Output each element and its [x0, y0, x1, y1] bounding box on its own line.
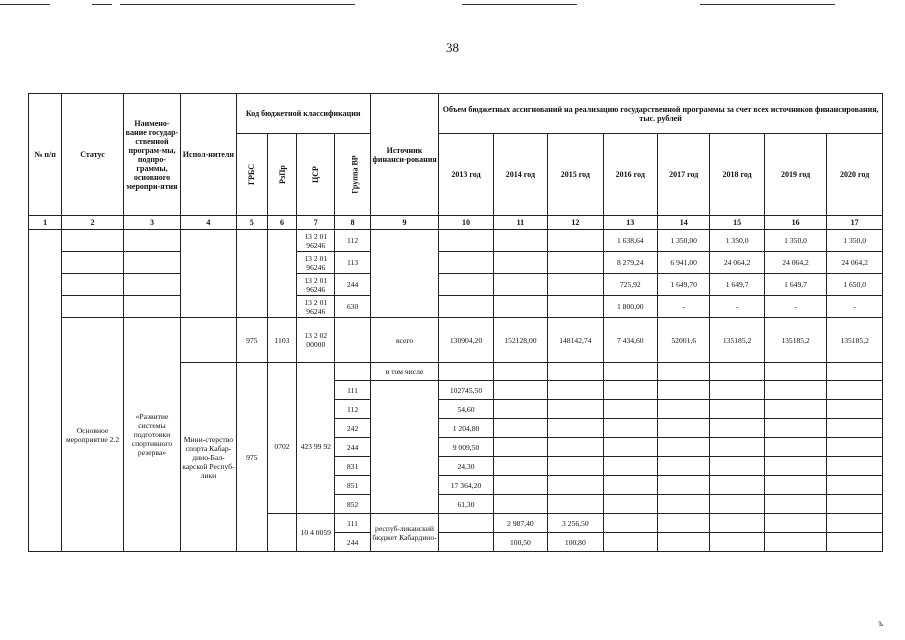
value-cell: 8 279,24 [603, 252, 657, 274]
table-row [29, 274, 883, 296]
rzpr-cell [267, 230, 296, 318]
col-number: 10 [439, 216, 493, 230]
value-cell: 1 638,64 [603, 230, 657, 252]
row-number-cell [29, 230, 62, 552]
col-number: 14 [657, 216, 709, 230]
value-cell [603, 457, 657, 476]
value-cell [710, 476, 764, 495]
value-cell [764, 476, 827, 495]
header-year: 2014 год [493, 134, 547, 216]
rzpr-cell [267, 363, 296, 381]
header-row-1 [29, 94, 883, 134]
vr-cell: 112 [335, 230, 370, 252]
header-year: 2013 год [439, 134, 493, 216]
value-cell [827, 438, 883, 457]
value-cell [710, 419, 764, 438]
vr-cell [335, 363, 370, 381]
value-cell [657, 400, 709, 419]
header-executor: Испол-нители [181, 94, 236, 216]
value-cell [548, 230, 603, 252]
value-cell [603, 400, 657, 419]
rzpr-cell: 0702 [267, 381, 296, 514]
header-year: 2018 год [710, 134, 764, 216]
value-cell: 24 064,2 [827, 252, 883, 274]
csr-cell: 13 2 02 00000 [297, 318, 335, 363]
value-cell [493, 381, 547, 400]
col-number: 1 [29, 216, 62, 230]
col-number: 9 [370, 216, 439, 230]
value-cell: 135185,2 [710, 318, 764, 363]
name-cell [123, 296, 180, 318]
value-cell [603, 381, 657, 400]
value-cell [493, 495, 547, 514]
col-number: 13 [603, 216, 657, 230]
value-cell: - [764, 296, 827, 318]
value-cell [493, 457, 547, 476]
col-number: 3 [123, 216, 180, 230]
value-cell [657, 381, 709, 400]
value-cell [439, 274, 493, 296]
value-cell: 54,60 [439, 400, 493, 419]
header-csr: ЦСР [297, 134, 335, 216]
value-cell [603, 419, 657, 438]
vr-cell: 111 [335, 514, 370, 533]
value-cell: 130904,20 [439, 318, 493, 363]
value-cell: 135185,2 [764, 318, 827, 363]
value-cell: 7 434,60 [603, 318, 657, 363]
corner-mark: ъ [878, 618, 883, 628]
value-cell [764, 438, 827, 457]
value-cell [657, 363, 709, 381]
value-cell [439, 230, 493, 252]
header-year: 2016 год [603, 134, 657, 216]
value-cell [710, 514, 764, 533]
value-cell: 24 064,2 [764, 252, 827, 274]
value-cell: 1 649,7 [710, 274, 764, 296]
scan-line [462, 4, 577, 5]
value-cell: - [657, 296, 709, 318]
name-cell [123, 230, 180, 252]
source-cell: в том числе [370, 363, 439, 381]
header-source: Источник финанси-рования [370, 94, 439, 216]
value-cell [548, 296, 603, 318]
value-cell [710, 381, 764, 400]
source-cell [370, 381, 439, 514]
vr-cell: 851 [335, 476, 370, 495]
value-cell: 1 350,0 [827, 230, 883, 252]
value-cell [827, 533, 883, 552]
value-cell: 9 009,50 [439, 438, 493, 457]
value-cell [710, 363, 764, 381]
vr-cell: 244 [335, 533, 370, 552]
value-cell [710, 400, 764, 419]
col-number: 2 [62, 216, 123, 230]
rzpr-cell: 1103 [267, 318, 296, 363]
value-cell [548, 495, 603, 514]
executor-cell: Мини-стерство спорта Кабар-дино-Бал-карской Респуб-лики [181, 363, 236, 552]
value-cell: 1 800,00 [603, 296, 657, 318]
csr-cell: 423 99 92 [297, 381, 335, 514]
header-grbs: ГРБС [236, 134, 267, 216]
value-cell [710, 438, 764, 457]
value-cell [764, 400, 827, 419]
value-cell: 725,92 [603, 274, 657, 296]
value-cell [603, 533, 657, 552]
value-cell [439, 296, 493, 318]
csr-cell: 13 2 01 96246 [297, 252, 335, 274]
value-cell [764, 457, 827, 476]
value-cell [827, 495, 883, 514]
source-cell [370, 230, 439, 318]
value-cell [439, 252, 493, 274]
value-cell [764, 533, 827, 552]
value-cell [764, 363, 827, 381]
grbs-cell: 975 [236, 363, 267, 552]
executor-cell [181, 230, 236, 318]
status-cell [62, 252, 123, 274]
value-cell [548, 400, 603, 419]
header-year: 2020 год [827, 134, 883, 216]
value-cell [439, 363, 493, 381]
value-cell [548, 274, 603, 296]
status-cell [62, 230, 123, 252]
source-cell: всего [370, 318, 439, 363]
grbs-cell: 975 [236, 318, 267, 363]
value-cell [548, 363, 603, 381]
value-cell [827, 514, 883, 533]
executor-cell [181, 318, 236, 363]
value-cell [493, 400, 547, 419]
value-cell [439, 533, 493, 552]
csr-cell [297, 363, 335, 381]
value-cell [827, 457, 883, 476]
col-number: 4 [181, 216, 236, 230]
scan-line [700, 4, 835, 5]
value-cell [764, 514, 827, 533]
value-cell [657, 457, 709, 476]
value-cell: 102745,50 [439, 381, 493, 400]
header-vr: Группа ВР [335, 134, 370, 216]
budget-table [28, 93, 883, 552]
value-cell [827, 419, 883, 438]
status-cell: Основное мероприятие 2.2 [62, 318, 123, 552]
vr-cell: 630 [335, 296, 370, 318]
header-status: Статус [62, 94, 123, 216]
source-cell: респуб-ликанский бюджет Кабардино- [370, 514, 439, 552]
value-cell [827, 476, 883, 495]
col-number: 16 [764, 216, 827, 230]
value-cell [657, 514, 709, 533]
value-cell [603, 514, 657, 533]
col-number: 15 [710, 216, 764, 230]
value-cell [657, 476, 709, 495]
value-cell: 148142,74 [548, 318, 603, 363]
scan-line [92, 4, 112, 5]
vr-cell [335, 318, 370, 363]
value-cell: 1 204,80 [439, 419, 493, 438]
header-num: № п/п [29, 94, 62, 216]
grbs-cell [236, 230, 267, 318]
value-cell: 100,80 [548, 533, 603, 552]
value-cell [493, 230, 547, 252]
value-cell: 1 350,00 [657, 230, 709, 252]
csr-cell: 13 2 01 96246 [297, 230, 335, 252]
column-number-row [29, 216, 883, 230]
scan-line [120, 4, 355, 5]
value-cell [548, 381, 603, 400]
value-cell [548, 252, 603, 274]
value-cell: 1 649,7 [764, 274, 827, 296]
value-cell [493, 419, 547, 438]
value-cell [710, 495, 764, 514]
value-cell [710, 533, 764, 552]
value-cell: 24,30 [439, 457, 493, 476]
col-number: 6 [267, 216, 296, 230]
value-cell: 24 064,2 [710, 252, 764, 274]
header-year: 2017 год [657, 134, 709, 216]
header-budget-code: Код бюджетной классификации [236, 94, 370, 134]
rzpr-cell [267, 514, 296, 552]
value-cell [657, 438, 709, 457]
value-cell [603, 363, 657, 381]
value-cell: 1 650,0 [827, 274, 883, 296]
value-cell: 2 987,40 [493, 514, 547, 533]
vr-cell: 111 [335, 381, 370, 400]
value-cell [493, 252, 547, 274]
value-cell [548, 476, 603, 495]
value-cell [548, 438, 603, 457]
status-cell [62, 296, 123, 318]
value-cell [657, 419, 709, 438]
value-cell [493, 274, 547, 296]
value-cell [603, 438, 657, 457]
header-name: Наимено-вание государ-ственной програм-мы, подпро-граммы, основного меропри-ятия [123, 94, 180, 216]
vr-cell: 113 [335, 252, 370, 274]
value-cell [493, 438, 547, 457]
header-rzpr: РзПр [267, 134, 296, 216]
value-cell [493, 476, 547, 495]
vr-cell: 852 [335, 495, 370, 514]
value-cell [603, 495, 657, 514]
vr-cell: 244 [335, 438, 370, 457]
value-cell: 152128,00 [493, 318, 547, 363]
value-cell [603, 476, 657, 495]
value-cell [548, 457, 603, 476]
col-number: 17 [827, 216, 883, 230]
value-cell: 6 941,00 [657, 252, 709, 274]
col-number: 5 [236, 216, 267, 230]
value-cell [493, 363, 547, 381]
csr-cell: 13 2 01 96246 [297, 296, 335, 318]
value-cell [827, 381, 883, 400]
header-year: 2015 год [548, 134, 603, 216]
name-cell: «Развитие системы подготовки спортивного резерва» [123, 318, 180, 552]
name-cell [123, 274, 180, 296]
table-row [29, 230, 883, 252]
col-number: 11 [493, 216, 547, 230]
value-cell [493, 296, 547, 318]
value-cell [710, 457, 764, 476]
col-number: 8 [335, 216, 370, 230]
value-cell [439, 514, 493, 533]
value-cell: 61,30 [439, 495, 493, 514]
value-cell [657, 495, 709, 514]
value-cell: - [827, 296, 883, 318]
value-cell: 1 350,0 [764, 230, 827, 252]
page-number: 38 [446, 40, 459, 55]
value-cell [764, 495, 827, 514]
col-number: 12 [548, 216, 603, 230]
value-cell: - [710, 296, 764, 318]
value-cell [657, 533, 709, 552]
value-cell: 52001,6 [657, 318, 709, 363]
vr-cell: 244 [335, 274, 370, 296]
value-cell [764, 381, 827, 400]
name-cell [123, 252, 180, 274]
value-cell: 3 256,50 [548, 514, 603, 533]
value-cell: 1 649,70 [657, 274, 709, 296]
value-cell [827, 400, 883, 419]
csr-cell: 13 2 01 96246 [297, 274, 335, 296]
value-cell [827, 363, 883, 381]
value-cell [548, 419, 603, 438]
table-row [29, 296, 883, 318]
scan-line [0, 4, 50, 5]
col-number: 7 [297, 216, 335, 230]
value-cell [764, 419, 827, 438]
value-cell: 1 350,0 [710, 230, 764, 252]
csr-cell: 10 4 0059 [297, 514, 335, 552]
header-year: 2019 год [764, 134, 827, 216]
vr-cell: 112 [335, 400, 370, 419]
header-volume: Объем бюджетных ассигнований на реализацию государственной программы за счет всех источников финансирования, тыс. рублей [439, 94, 883, 134]
table-row-total [29, 318, 883, 363]
value-cell: 135185,2 [827, 318, 883, 363]
table-row [29, 252, 883, 274]
status-cell [62, 274, 123, 296]
vr-cell: 831 [335, 457, 370, 476]
value-cell: 100,50 [493, 533, 547, 552]
vr-cell: 242 [335, 419, 370, 438]
value-cell: 17 364,20 [439, 476, 493, 495]
